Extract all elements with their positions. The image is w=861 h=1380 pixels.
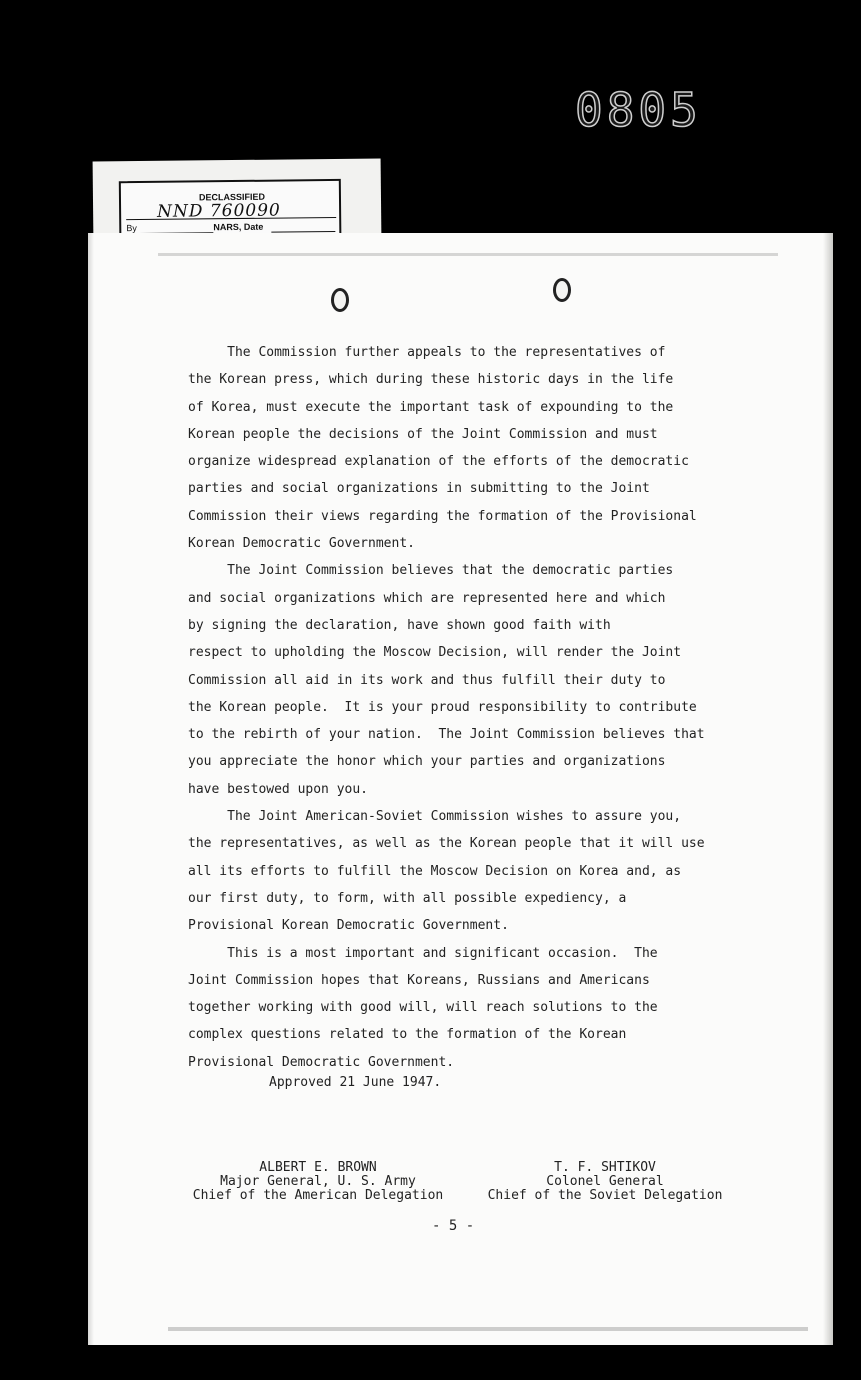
stamp-by-label: By — [126, 223, 137, 234]
signatory-rank: Colonel General — [546, 1174, 664, 1189]
stamp-nars-date-label: NARS, Date — [213, 221, 264, 233]
text-line: our first duty, to form, with all possible expediency, a — [188, 890, 627, 906]
text-line: of Korea, must execute the important task of expounding to the — [188, 399, 674, 415]
page-edge-shadow — [88, 233, 94, 1345]
signatory-name: T. F. SHTIKOV — [554, 1160, 656, 1175]
text-line: all its efforts to fulfill the Moscow Decision on Korea and, as — [188, 863, 682, 879]
paragraph — [188, 803, 748, 939]
document-body — [188, 339, 748, 1076]
text-line: The Joint Commission believes that the democratic parties — [188, 563, 674, 579]
declassification-stamp — [119, 179, 342, 239]
binder-hole — [553, 278, 571, 302]
text-line: This is a most important and significant occasion. The — [188, 945, 658, 961]
signature-block-soviet — [480, 1161, 730, 1203]
signatory-rank: Major General, U. S. Army — [220, 1174, 416, 1189]
text-line: have bestowed upon you. — [188, 781, 369, 797]
document-page — [88, 233, 833, 1345]
stamp-title: DECLASSIFIED — [198, 191, 266, 203]
text-line: and social organizations which are represented here and which — [188, 590, 666, 606]
text-line: The Commission further appeals to the representatives of — [188, 345, 666, 360]
text-line: the representatives, as well as the Korean people that it will use — [188, 836, 705, 852]
signatory-role: Chief of the American Delegation — [192, 1188, 444, 1203]
text-line: Commission their views regarding the formation of the Provisional — [188, 508, 697, 524]
signatory-role: Chief of the Soviet Delegation — [487, 1188, 723, 1203]
text-line: complex questions related to the formation of the Korean — [188, 1027, 627, 1043]
page-edge-shadow — [823, 233, 833, 1345]
declassification-stamp-card — [93, 158, 382, 241]
text-line: Korean people the decisions of the Joint Commission and must — [188, 426, 658, 442]
text-line: Provisional Democratic Government. — [188, 1054, 455, 1070]
text-line: Provisional Korean Democratic Government. — [188, 918, 509, 934]
approval-date: Approved 21 June 1947. — [269, 1075, 442, 1090]
text-line: The Joint American-Soviet Commission wishes to assure you, — [188, 809, 682, 825]
text-line: parties and social organizations in submitting to the Joint — [188, 481, 650, 497]
paragraph — [188, 940, 748, 1076]
text-line: the Korean press, which during these historic days in the life — [188, 372, 674, 388]
text-line: Commission all aid in its work and thus fulfill their duty to — [188, 672, 666, 688]
text-line: together working with good will, will reach solutions to the — [188, 1000, 658, 1016]
text-line: Joint Commission hopes that Koreans, Russians and Americans — [188, 972, 650, 988]
signatory-name: ALBERT E. BROWN — [259, 1160, 377, 1175]
text-line: respect to upholding the Moscow Decision, will render the Joint — [188, 645, 682, 661]
binder-hole — [331, 288, 349, 312]
stamp-authority-number: NND 760090 — [157, 200, 281, 222]
page-number: - 5 - — [432, 1218, 475, 1234]
scan-streak — [168, 1327, 808, 1331]
microfilm-frame-number: 0805 — [575, 83, 702, 137]
text-line: to the rebirth of your nation. The Joint Commission believes that — [188, 727, 705, 743]
text-line: organize widespread explanation of the efforts of the democratic — [188, 454, 689, 470]
text-line: Korean Democratic Government. — [188, 536, 415, 552]
text-line: you appreciate the honor which your parties and organizations — [188, 754, 666, 770]
scan-streak — [158, 253, 778, 256]
signature-block-american — [186, 1161, 450, 1203]
paragraph — [188, 557, 748, 803]
paragraph — [188, 339, 748, 557]
text-line: by signing the declaration, have shown good faith with — [188, 617, 611, 633]
text-line: the Korean people. It is your proud responsibility to contribute — [188, 699, 697, 715]
